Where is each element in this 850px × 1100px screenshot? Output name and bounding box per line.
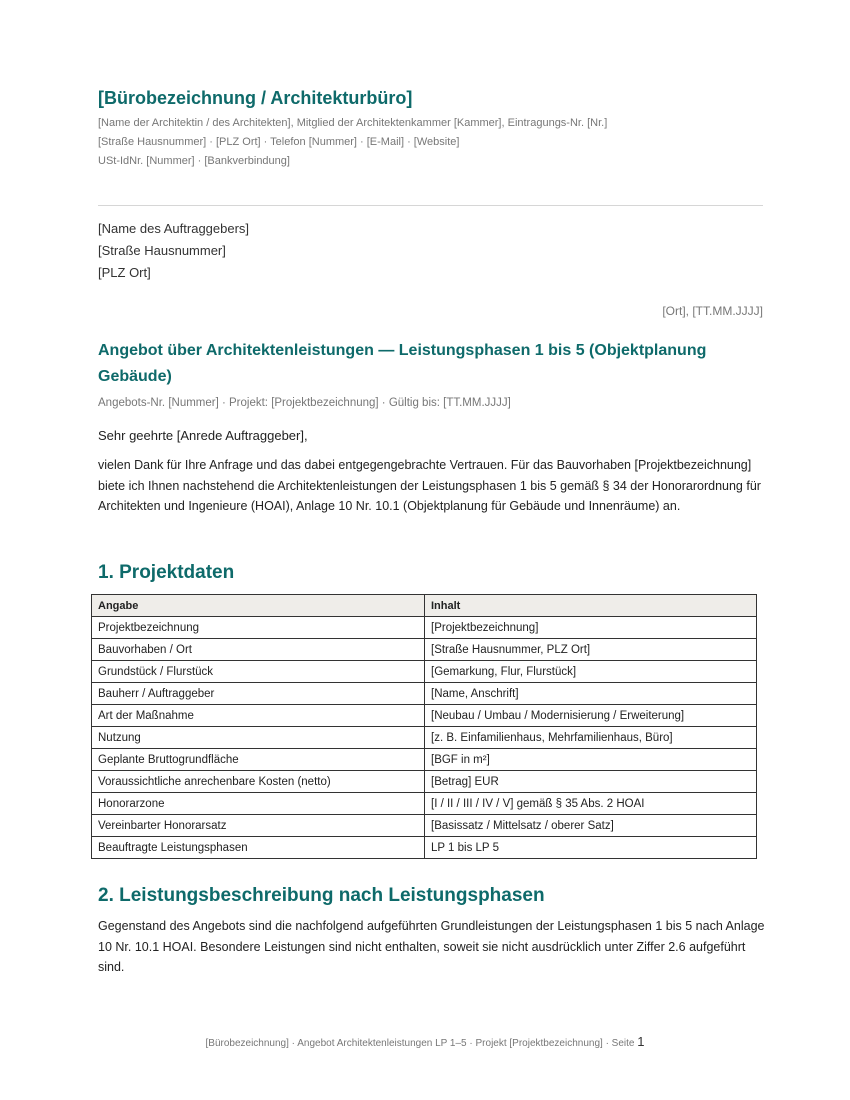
table-row bbox=[92, 727, 757, 749]
table-row bbox=[92, 837, 757, 859]
table-header-row bbox=[92, 595, 757, 617]
row-value: [I / II / III / IV / V] gemäß § 35 Abs. 2 HOAI bbox=[425, 793, 757, 815]
intro-paragraph: vielen Dank für Ihre Anfrage und das dabei entgegengebrachte Vertrauen. Für das Bauvorhaben [Projektbezeichnung] biete ich Ihnen nachstehend die Architektenleistungen der Leistungsphasen 1 bis 5 gemäß § 34 der Honorarordnung für Architekten und Ingenieure (HOAI), Anlage 10 Nr. 10.1 (Objektplanung für Gebäude und Innenräume) an. bbox=[98, 458, 761, 513]
project-data-table bbox=[91, 594, 757, 859]
row-value: LP 1 bis LP 5 bbox=[425, 837, 757, 859]
column-header-angabe: Angabe bbox=[92, 595, 425, 617]
row-value: [Betrag] EUR bbox=[425, 771, 757, 793]
table-row bbox=[92, 749, 757, 771]
footer-text: [Bürobezeichnung] · Angebot Architektenleistungen LP 1–5 · Projekt [Projektbezeichnung] · Seite bbox=[205, 1038, 638, 1049]
table-row bbox=[92, 617, 757, 639]
section-1-heading: 1. Projektdaten bbox=[98, 562, 235, 583]
section-2-paragraph: Gegenstand des Angebots sind die nachfolgend aufgeführten Grundleistungen der Leistungsphasen 1 bis 5 nach Anlage 10 Nr. 10.1 HOAI. Besondere Leistungen sind nicht enthalten, soweit sie nicht ausdrücklich unter Ziffer 2.6 aufgeführt sind. bbox=[98, 919, 765, 974]
firm-name: [Bürobezeichnung / Architekturbüro] bbox=[98, 88, 413, 108]
recipient-city: [PLZ Ort] bbox=[98, 265, 151, 280]
row-value: [z. B. Einfamilienhaus, Mehrfamilienhaus, Büro] bbox=[425, 727, 757, 749]
row-label: Nutzung bbox=[92, 727, 425, 749]
row-label: Projektbezeichnung bbox=[92, 617, 425, 639]
row-label: Art der Maßnahme bbox=[92, 705, 425, 727]
letterhead-divider bbox=[98, 205, 763, 206]
table-row bbox=[92, 815, 757, 837]
column-header-inhalt: Inhalt bbox=[425, 595, 757, 617]
row-label: Voraussichtliche anrechenbare Kosten (netto) bbox=[92, 771, 425, 793]
row-label: Bauvorhaben / Ort bbox=[92, 639, 425, 661]
letterhead-line-2: [Straße Hausnummer] · [PLZ Ort] · Telefon [Nummer] · [E-Mail] · [Website] bbox=[98, 136, 460, 148]
table-row bbox=[92, 793, 757, 815]
letterhead-line-3: USt-IdNr. [Nummer] · [Bankverbindung] bbox=[98, 155, 290, 167]
letterhead-line-1: [Name der Architektin / des Architekten], Mitglied der Architektenkammer [Kammer], Eintragungs-Nr. [Nr.] bbox=[98, 117, 608, 129]
salutation: Sehr geehrte [Anrede Auftraggeber], bbox=[98, 428, 308, 443]
date-line: [Ort], [TT.MM.JJJJ] bbox=[662, 304, 763, 318]
recipient-name: [Name des Auftraggebers] bbox=[98, 221, 250, 236]
row-label: Beauftragte Leistungsphasen bbox=[92, 837, 425, 859]
section-2-heading: 2. Leistungsbeschreibung nach Leistungsphasen bbox=[98, 885, 545, 906]
row-label: Vereinbarter Honorarsatz bbox=[92, 815, 425, 837]
page-number: 1 bbox=[637, 1034, 645, 1049]
table-row bbox=[92, 639, 757, 661]
recipient-street: [Straße Hausnummer] bbox=[98, 243, 226, 258]
row-value: [Name, Anschrift] bbox=[425, 683, 757, 705]
page-footer bbox=[0, 1034, 850, 1049]
table-row bbox=[92, 705, 757, 727]
row-value: [Basissatz / Mittelsatz / oberer Satz] bbox=[425, 815, 757, 837]
row-label: Grundstück / Flurstück bbox=[92, 661, 425, 683]
row-value: [Neubau / Umbau / Modernisierung / Erweiterung] bbox=[425, 705, 757, 727]
subject-heading: Angebot über Architektenleistungen — Leistungsphasen 1 bis 5 (Objektplanung Gebäude) bbox=[98, 342, 707, 385]
table-row bbox=[92, 661, 757, 683]
row-value: [Projektbezeichnung] bbox=[425, 617, 757, 639]
offer-meta: Angebots-Nr. [Nummer] · Projekt: [Projektbezeichnung] · Gültig bis: [TT.MM.JJJJ] bbox=[98, 397, 511, 409]
row-label: Honorarzone bbox=[92, 793, 425, 815]
row-value: [Gemarkung, Flur, Flurstück] bbox=[425, 661, 757, 683]
table-row bbox=[92, 771, 757, 793]
row-label: Bauherr / Auftraggeber bbox=[92, 683, 425, 705]
row-value: [Straße Hausnummer, PLZ Ort] bbox=[425, 639, 757, 661]
table-row bbox=[92, 683, 757, 705]
row-label: Geplante Bruttogrundfläche bbox=[92, 749, 425, 771]
row-value: [BGF in m²] bbox=[425, 749, 757, 771]
